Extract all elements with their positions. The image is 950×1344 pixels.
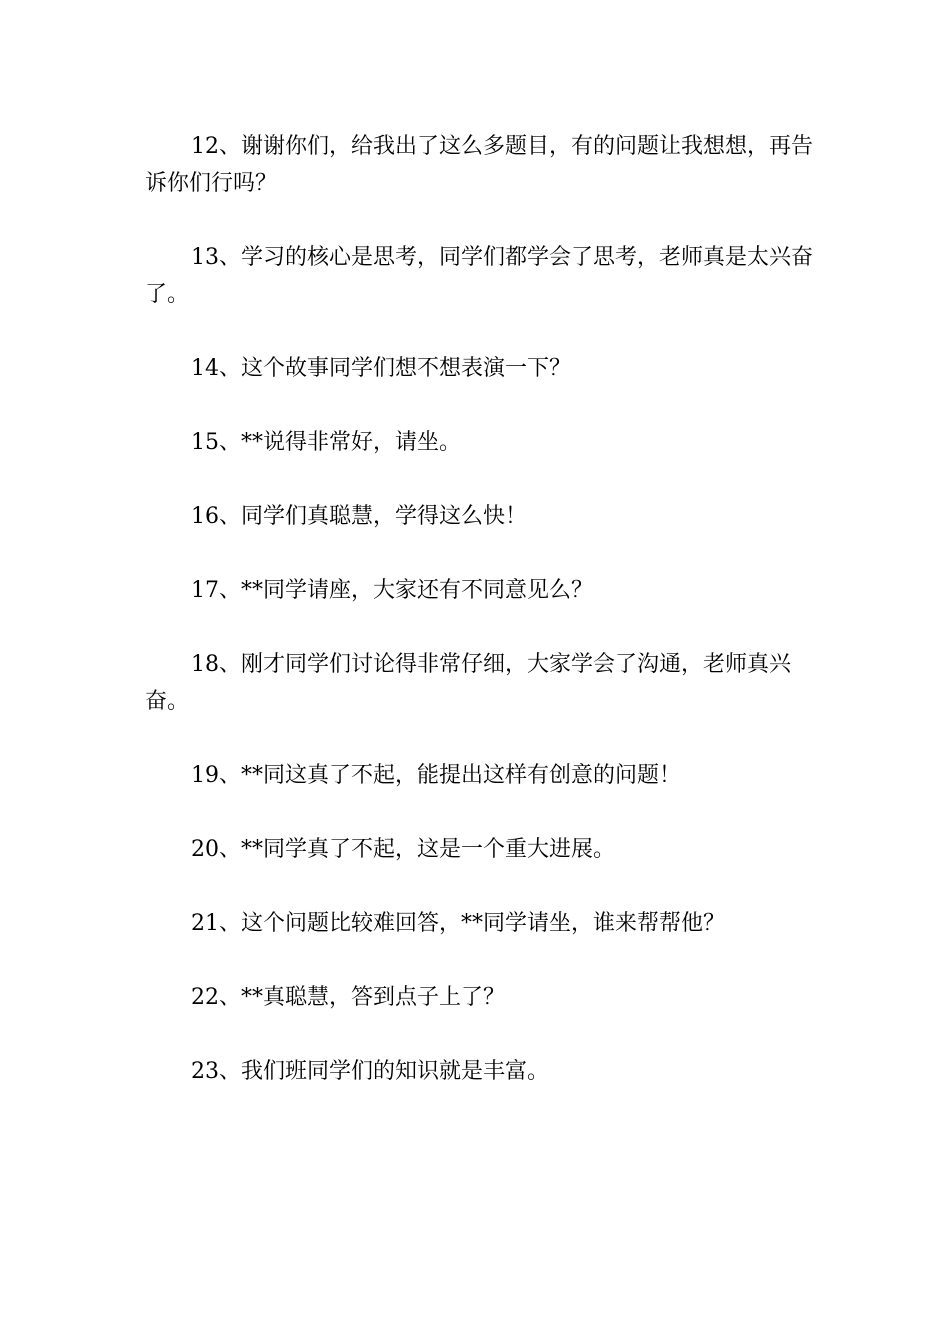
- paragraph-21: 21、这个问题比较难回答，**同学请坐，谁来帮帮他？: [191, 911, 725, 936]
- paragraph-19: 19、**同这真了不起，能提出这样有创意的问题！: [191, 763, 681, 788]
- paragraph-15: 15、**说得非常好，请坐。: [191, 430, 461, 455]
- paragraph-17: 17、**同学请座，大家还有不同意见么？: [191, 578, 593, 603]
- paragraph-12: 12、谢谢你们，给我出了这么多题目，有的问题让我想想，再告诉你们行吗？: [145, 134, 813, 196]
- paragraph-23: 23、我们班同学们的知识就是丰富。: [191, 1059, 549, 1084]
- paragraph-18: 18、刚才同学们讨论得非常仔细，大家学会了沟通，老师真兴奋。: [145, 652, 791, 714]
- paragraph-16: 16、同学们真聪慧，学得这么快！: [191, 504, 527, 529]
- paragraph-20: 20、**同学真了不起，这是一个重大进展。: [191, 837, 615, 862]
- document-body: [145, 128, 825, 1127]
- paragraph-14: 14、这个故事同学们想不想表演一下？: [191, 356, 571, 381]
- paragraph-13: 13、学习的核心是思考，同学们都学会了思考，老师真是太兴奋了。: [145, 245, 813, 307]
- paragraph-22: 22、**真聪慧，答到点子上了？: [191, 985, 505, 1010]
